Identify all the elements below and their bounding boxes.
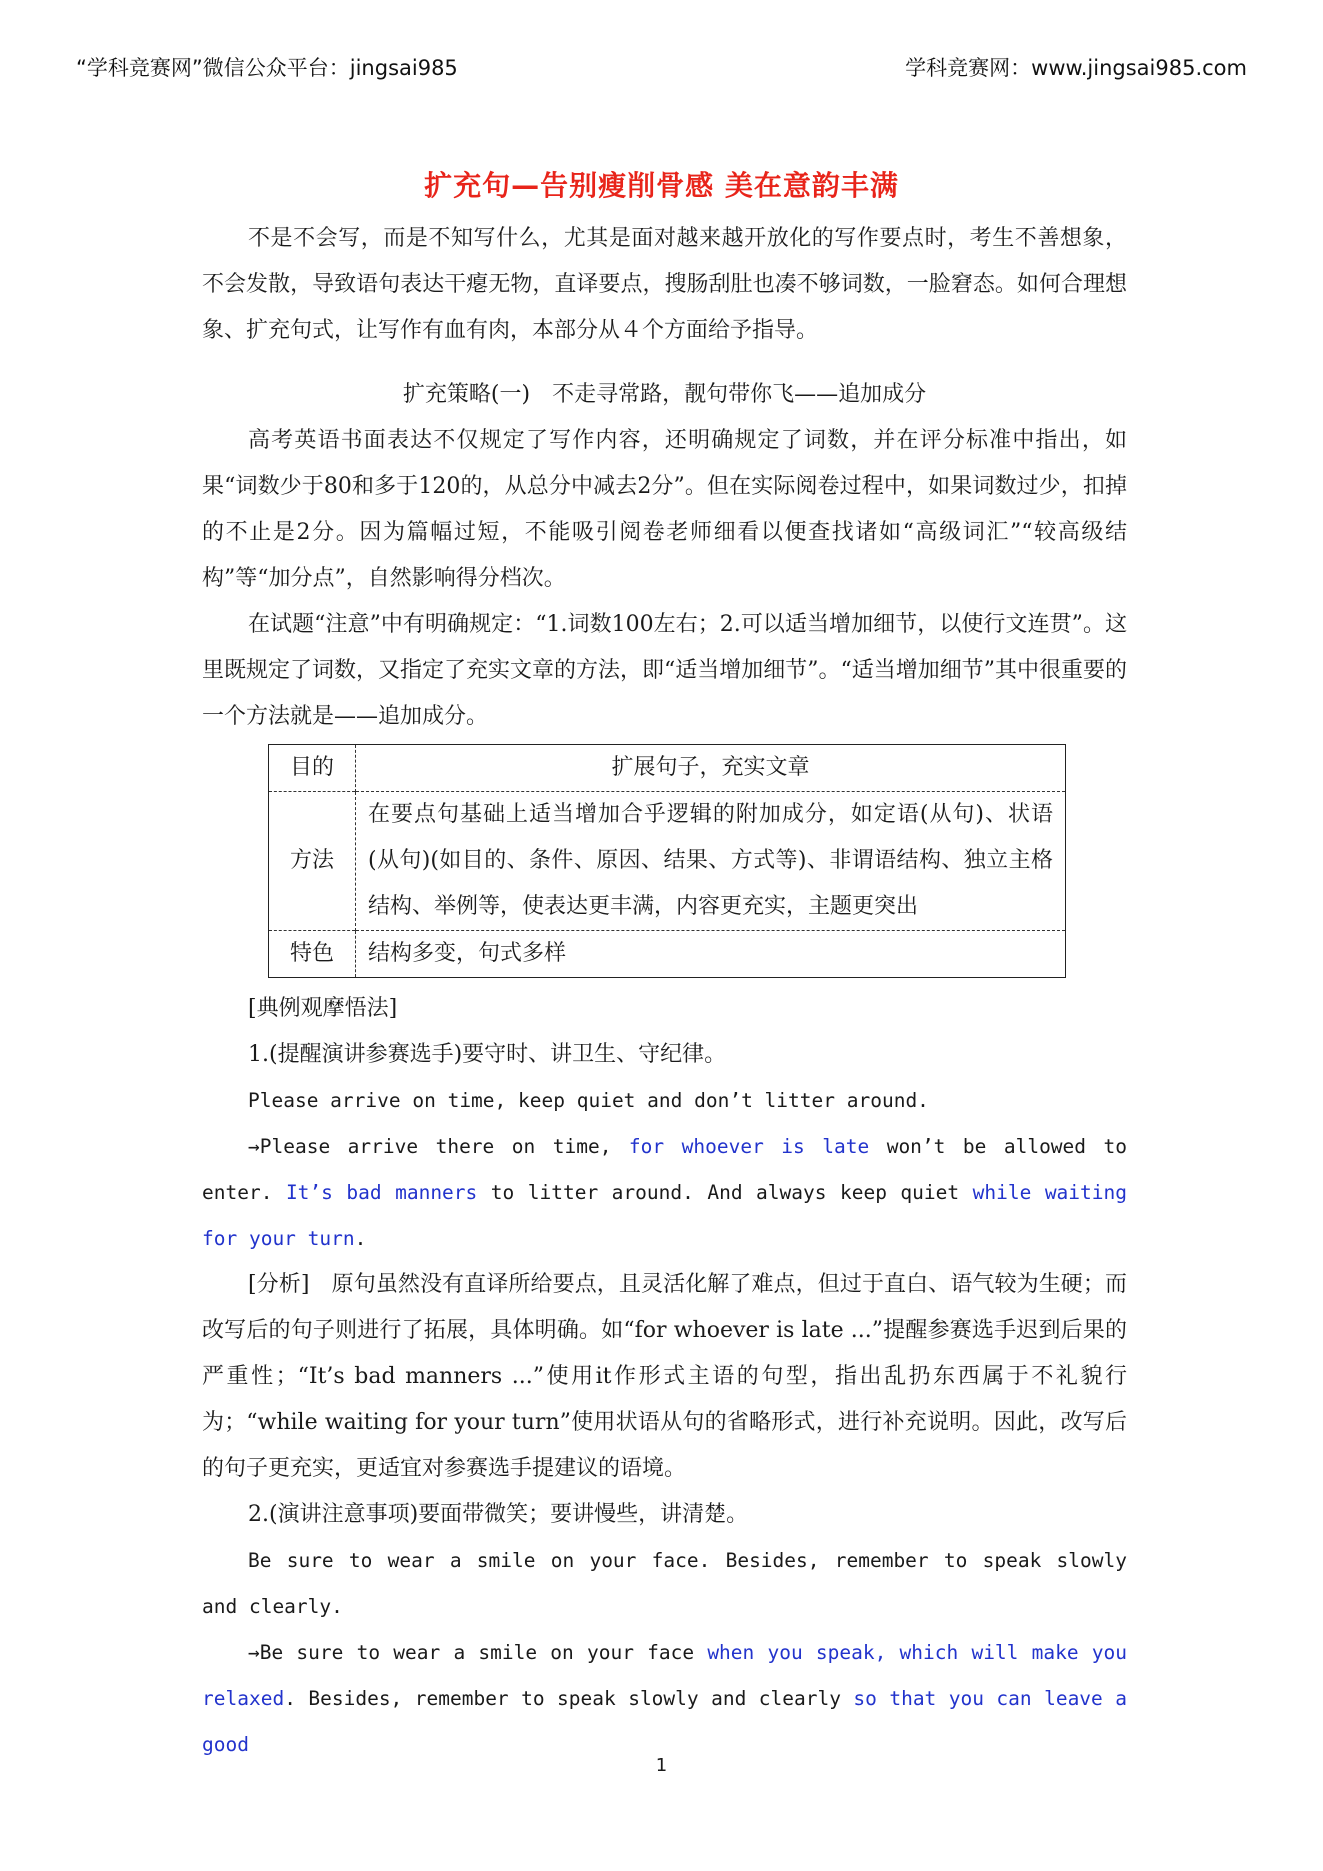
strategy-table [268,744,1066,978]
strategy-heading: 扩充策略(一) 不走寻常路，靓句带你飞——追加成分 [402,382,927,407]
rewrite-text: . [354,1227,367,1250]
example-2-prompt: 2.(演讲注意事项)要面带微笑；要讲慢些，讲清楚。 [248,1502,749,1527]
example-2-rewrite [202,1630,1127,1768]
paragraph-2: 在试题“注意”中有明确规定：“1.词数100左右；2.可以适当增加细节，以使行文连贯”。这里既规定了词数，又指定了充实文章的方法，即“适当增加细节”。“适当增加细节”其中很重要的一个方法就是——追加成分。 [202,612,1127,729]
added-phrase: It’s bad manners [285,1181,478,1204]
example-1-original: Please arrive on time, keep quiet and don’t litter around. [248,1089,929,1112]
added-phrase: so that you can leave a good [202,1687,1127,1756]
table-value: 结构多变，句式多样 [356,931,1066,978]
rewrite-text: . Besides, remember to speak slowly and clearly [284,1687,854,1710]
intro-paragraph: 不是不会写，而是不知写什么，尤其是面对越来越开放化的写作要点时，考生不善想象，不会发散，导致语句表达干瘪无物，直译要点，搜肠刮肚也凑不够词数，一脸窘态。如何合理想象、扩充句式，让写作有血有肉，本部分从４个方面给予指导。 [202,226,1127,343]
example-1-rewrite [202,1124,1127,1262]
examples-heading: [典例观摩悟法] [248,996,398,1021]
page-title: 扩充句—告别瘦削骨感 美在意韵丰满 [424,169,899,202]
header-left: “学科竞赛网”微信公众平台：jingsai985 [76,56,458,80]
page-number: 1 [655,1755,668,1776]
added-phrase: when you speak, which will make you relaxed [202,1641,1127,1710]
table-value: 在要点句基础上适当增加合乎逻辑的附加成分，如定语(从句)、状语(从句)(如目的、条件、原因、结果、方式等)、非谓语结构、独立主格结构、举例等，使表达更丰满，内容更充实，主题更突出 [356,792,1066,931]
paragraph-1: 高考英语书面表达不仅规定了写作内容，还明确规定了词数，并在评分标准中指出，如果“词数少于80和多于120的，从总分中减去2分”。但在实际阅卷过程中，如果词数过少，扣掉的不止是2分。因为篇幅过短，不能吸引阅卷老师细看以便查找诸如“高级词汇”“较高级结构”等“加分点”，自然影响得分档次。 [202,428,1127,591]
example-2-original: Be sure to wear a smile on your face. Besides, remember to speak slowly and clearly. [202,1549,1127,1618]
added-phrase: while waiting for your turn [202,1181,1127,1250]
table-row [269,792,1066,931]
header-right: 学科竞赛网：www.jingsai985.com [905,56,1247,80]
table-row [269,931,1066,978]
example-1-prompt: 1.(提醒演讲参赛选手)要守时、讲卫生、守纪律。 [248,1042,727,1067]
rewrite-text: →Be sure to wear a smile on your face [248,1641,708,1664]
rewrite-text: won’t be allowed to enter. [202,1135,1127,1204]
added-phrase: for whoever is late [628,1135,870,1158]
table-key: 特色 [269,931,356,978]
document-body [202,216,1127,1768]
rewrite-text: →Please arrive there on time, [248,1135,629,1158]
table-key: 目的 [269,745,356,792]
table-key: 方法 [269,792,356,931]
table-row [269,745,1066,792]
table-value: 扩展句子，充实文章 [611,755,810,780]
spacer [202,354,1127,372]
rewrite-text: to litter around. And always keep quiet [477,1181,973,1204]
example-1-analysis: [分析] 原句虽然没有直译所给要点，且灵活化解了难点，但过于直白、语气较为生硬；而改写后的句子则进行了拓展，具体明确。如“for whoever is late ...”提醒参赛选手迟到后果的严重性；“It’s bad manners ...”使用it作形式主语的句型，指出乱扔东西属于不礼貌行为；“while waiting for your turn”使用状语从句的省略形式，进行补充说明。因此，改写后的句子更充实，更适宜对参赛选手提建议的语境。 [202,1272,1127,1481]
